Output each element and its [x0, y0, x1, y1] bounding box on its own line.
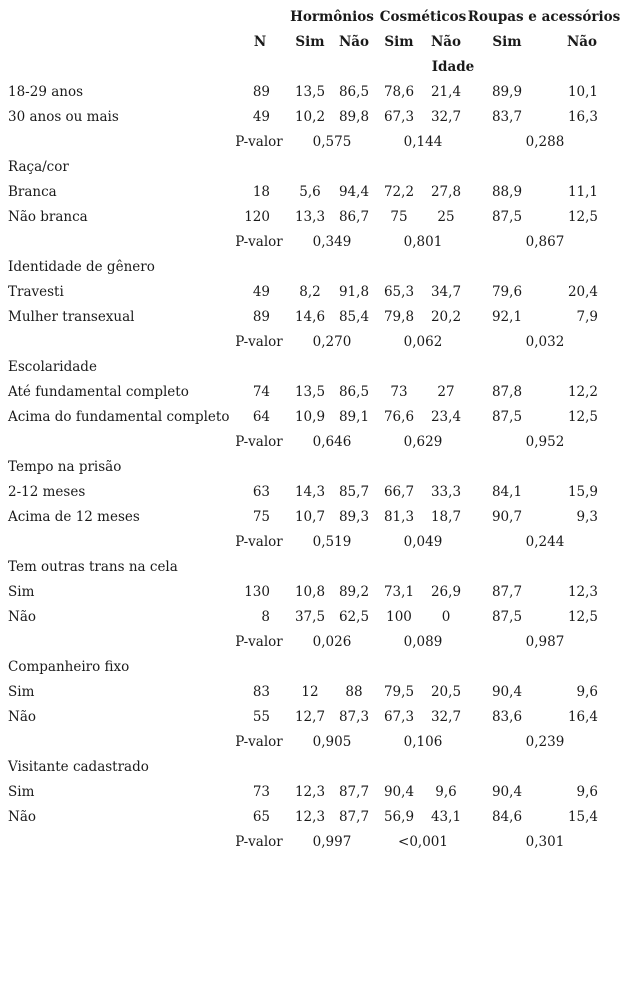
- cell-hormonios-nao: 86,5: [338, 84, 370, 100]
- cell-roupas-nao: 7,9: [576, 309, 598, 325]
- pvalue-roupas: 0,987: [525, 634, 565, 650]
- cell-cosmeticos-sim: 78,6: [383, 84, 415, 100]
- cell-n: 89: [252, 84, 270, 100]
- cell-cosmeticos-nao: 21,4: [430, 84, 462, 100]
- pvalue-cosmeticos: <0,001: [398, 834, 448, 850]
- cell-roupas-sim: 83,6: [491, 709, 523, 725]
- cell-hormonios-nao: 89,2: [338, 584, 370, 600]
- pvalue-roupas: 0,288: [525, 134, 565, 150]
- cell-hormonios-sim: 14,6: [294, 309, 326, 325]
- pvalue-label: P-valor: [235, 534, 283, 550]
- row-label: Não: [8, 709, 36, 725]
- cell-n: 65: [252, 809, 270, 825]
- section-title: Identidade de gênero: [8, 259, 155, 275]
- cell-hormonios-sim: 10,8: [294, 584, 326, 600]
- header-row-columns: [0, 30, 625, 55]
- header-r-sim: Sim: [492, 34, 522, 50]
- cell-hormonios-nao: 87,3: [338, 709, 370, 725]
- pvalue-label: P-valor: [235, 234, 283, 250]
- cell-n: 89: [252, 309, 270, 325]
- cell-cosmeticos-nao: 32,7: [430, 709, 462, 725]
- cell-roupas-sim: 90,4: [491, 684, 523, 700]
- pvalue-row: [0, 430, 625, 455]
- section-title-row: [0, 755, 625, 780]
- cell-roupas-sim: 87,5: [491, 609, 523, 625]
- table-row: [0, 505, 625, 530]
- cell-cosmeticos-nao: 34,7: [430, 284, 462, 300]
- pvalue-cosmeticos: 0,106: [403, 734, 443, 750]
- cell-hormonios-sim: 10,7: [294, 509, 326, 525]
- cell-cosmeticos-nao: 26,9: [430, 584, 462, 600]
- cell-hormonios-sim: 10,2: [294, 109, 326, 125]
- pvalue-row: [0, 330, 625, 355]
- table-row: [0, 180, 625, 205]
- cell-hormonios-sim: 12,3: [294, 784, 326, 800]
- pvalue-roupas: 0,032: [525, 334, 565, 350]
- cell-hormonios-nao: 85,7: [338, 484, 370, 500]
- cell-n: 49: [252, 284, 270, 300]
- pvalue-label: P-valor: [235, 834, 283, 850]
- row-label: Mulher transexual: [8, 309, 135, 325]
- cell-hormonios-sim: 37,5: [294, 609, 326, 625]
- row-label: 18-29 anos: [8, 84, 84, 100]
- pvalue-hormonios: 0,519: [312, 534, 352, 550]
- cell-hormonios-nao: 91,8: [338, 284, 370, 300]
- cell-roupas-nao: 10,1: [567, 84, 598, 100]
- table-row: [0, 580, 625, 605]
- pvalue-hormonios: 0,270: [312, 334, 352, 350]
- cell-cosmeticos-nao: 33,3: [430, 484, 462, 500]
- cell-roupas-nao: 12,2: [567, 384, 598, 400]
- row-label: Não: [8, 609, 36, 625]
- row-label: Acima de 12 meses: [8, 509, 140, 525]
- cell-roupas-sim: 87,5: [491, 409, 523, 425]
- cell-cosmeticos-nao: 25: [437, 209, 455, 225]
- pvalue-hormonios: 0,905: [312, 734, 352, 750]
- section-title: Raça/cor: [8, 159, 69, 175]
- table-row: [0, 405, 625, 430]
- pvalue-row: [0, 830, 625, 855]
- cell-roupas-sim: 90,4: [491, 784, 523, 800]
- section-title-row: [0, 155, 625, 180]
- cell-roupas-sim: 84,1: [491, 484, 523, 500]
- cell-cosmeticos-nao: 43,1: [430, 809, 462, 825]
- section-title: Tem outras trans na cela: [8, 559, 178, 575]
- cell-hormonios-nao: 89,8: [338, 109, 370, 125]
- cell-cosmeticos-nao: 18,7: [430, 509, 462, 525]
- cell-roupas-sim: 79,6: [491, 284, 523, 300]
- table-row: [0, 280, 625, 305]
- cell-hormonios-nao: 85,4: [338, 309, 370, 325]
- cell-n: 73: [252, 784, 270, 800]
- cell-hormonios-nao: 87,7: [338, 809, 370, 825]
- row-label: Branca: [8, 184, 57, 200]
- cell-hormonios-nao: 88: [345, 684, 363, 700]
- header-hormonios: Hormônios: [290, 9, 374, 25]
- row-label: Acima do fundamental completo: [8, 409, 230, 425]
- pvalue-cosmeticos: 0,629: [403, 434, 443, 450]
- cell-cosmeticos-sim: 76,6: [383, 409, 415, 425]
- pvalue-row: [0, 230, 625, 255]
- row-label: Não: [8, 809, 36, 825]
- cell-cosmeticos-nao: 0: [441, 609, 451, 625]
- cell-cosmeticos-sim: 73,1: [383, 584, 415, 600]
- pvalue-cosmeticos: 0,049: [403, 534, 443, 550]
- header-c-nao: Não: [430, 34, 462, 50]
- section-title: Escolaridade: [8, 359, 97, 375]
- cell-roupas-sim: 87,8: [491, 384, 523, 400]
- pvalue-label: P-valor: [235, 734, 283, 750]
- table-row: [0, 705, 625, 730]
- cell-hormonios-nao: 86,5: [338, 384, 370, 400]
- section-title-row: [0, 455, 625, 480]
- cell-roupas-nao: 15,4: [567, 809, 598, 825]
- pvalue-row: [0, 530, 625, 555]
- row-label: Sim: [8, 784, 35, 800]
- table-row: [0, 680, 625, 705]
- pvalue-hormonios: 0,997: [312, 834, 352, 850]
- pvalue-roupas: 0,952: [525, 434, 565, 450]
- cell-cosmeticos-nao: 9,6: [435, 784, 457, 800]
- pvalue-hormonios: 0,575: [312, 134, 352, 150]
- cell-n: 83: [252, 684, 270, 700]
- cell-hormonios-nao: 94,4: [338, 184, 370, 200]
- cell-hormonios-sim: 10,9: [294, 409, 326, 425]
- cell-cosmeticos-sim: 72,2: [383, 184, 415, 200]
- cell-hormonios-nao: 62,5: [338, 609, 370, 625]
- header-r-nao: Não: [566, 34, 598, 50]
- cell-cosmeticos-sim: 67,3: [383, 109, 415, 125]
- cell-hormonios-nao: 89,1: [338, 409, 370, 425]
- section-title-row: [0, 655, 625, 680]
- cell-cosmeticos-sim: 100: [386, 609, 412, 625]
- cell-hormonios-sim: 13,5: [294, 84, 326, 100]
- pvalue-row: [0, 630, 625, 655]
- row-label: Sim: [8, 584, 35, 600]
- cell-hormonios-sim: 12: [301, 684, 319, 700]
- cell-roupas-sim: 87,7: [491, 584, 523, 600]
- pvalue-row: [0, 730, 625, 755]
- header-h-nao: Não: [338, 34, 370, 50]
- cell-roupas-nao: 9,3: [576, 509, 598, 525]
- pvalue-label: P-valor: [235, 434, 283, 450]
- cell-roupas-nao: 11,1: [567, 184, 598, 200]
- section-title: Companheiro fixo: [8, 659, 130, 675]
- header-cosmeticos: Cosméticos: [379, 9, 467, 25]
- cell-hormonios-nao: 89,3: [338, 509, 370, 525]
- table-row: [0, 80, 625, 105]
- cell-n: 130: [244, 584, 270, 600]
- table-row: [0, 105, 625, 130]
- cell-cosmeticos-nao: 27,8: [430, 184, 462, 200]
- cell-roupas-nao: 16,3: [567, 109, 598, 125]
- cell-roupas-nao: 16,4: [567, 709, 598, 725]
- cell-cosmeticos-nao: 32,7: [430, 109, 462, 125]
- cell-roupas-sim: 84,6: [491, 809, 523, 825]
- cell-n: 8: [261, 609, 270, 625]
- row-label: Sim: [8, 684, 35, 700]
- cell-hormonios-sim: 5,6: [299, 184, 321, 200]
- pvalue-row: [0, 130, 625, 155]
- pvalue-hormonios: 0,646: [312, 434, 352, 450]
- cell-roupas-nao: 12,3: [567, 584, 598, 600]
- cell-roupas-sim: 90,7: [491, 509, 523, 525]
- cell-cosmeticos-sim: 81,3: [383, 509, 415, 525]
- pvalue-label: P-valor: [235, 334, 283, 350]
- section-title-row: [0, 255, 625, 280]
- cell-roupas-sim: 87,5: [491, 209, 523, 225]
- cell-cosmeticos-sim: 56,9: [383, 809, 415, 825]
- cell-roupas-nao: 12,5: [567, 609, 598, 625]
- cell-n: 64: [252, 409, 270, 425]
- table-row: [0, 305, 625, 330]
- pvalue-label: P-valor: [235, 134, 283, 150]
- cell-hormonios-sim: 8,2: [299, 284, 321, 300]
- cell-n: 18: [252, 184, 270, 200]
- row-label: 2-12 meses: [8, 484, 86, 500]
- header-row-groups: [0, 5, 625, 30]
- cell-cosmeticos-nao: 23,4: [430, 409, 462, 425]
- cell-roupas-sim: 92,1: [491, 309, 523, 325]
- cell-hormonios-sim: 12,7: [294, 709, 326, 725]
- cell-cosmeticos-sim: 66,7: [383, 484, 415, 500]
- cell-roupas-nao: 12,5: [567, 409, 598, 425]
- row-label: Travesti: [8, 284, 64, 300]
- pvalue-roupas: 0,301: [525, 834, 565, 850]
- pvalue-cosmeticos: 0,089: [403, 634, 443, 650]
- section-title: Tempo na prisão: [8, 459, 122, 475]
- cell-hormonios-sim: 12,3: [294, 809, 326, 825]
- subheader-row: [0, 55, 625, 80]
- cell-cosmeticos-sim: 79,5: [383, 684, 415, 700]
- cell-n: 120: [244, 209, 270, 225]
- cell-n: 75: [252, 509, 270, 525]
- cell-cosmeticos-nao: 27: [437, 384, 455, 400]
- header-h-sim: Sim: [295, 34, 325, 50]
- cell-roupas-nao: 15,9: [567, 484, 598, 500]
- cell-roupas-nao: 12,5: [567, 209, 598, 225]
- cell-hormonios-nao: 87,7: [338, 784, 370, 800]
- table-row: [0, 380, 625, 405]
- cell-hormonios-sim: 13,3: [294, 209, 326, 225]
- cell-hormonios-sim: 14,3: [294, 484, 326, 500]
- row-label: Não branca: [8, 209, 88, 225]
- pvalue-label: P-valor: [235, 634, 283, 650]
- section-title-row: [0, 355, 625, 380]
- pvalue-roupas: 0,244: [525, 534, 565, 550]
- section-title-row: [0, 555, 625, 580]
- cell-hormonios-nao: 86,7: [338, 209, 370, 225]
- cell-cosmeticos-nao: 20,2: [430, 309, 462, 325]
- cell-cosmeticos-sim: 75: [390, 209, 408, 225]
- cell-cosmeticos-sim: 73: [390, 384, 408, 400]
- header-n: N: [253, 34, 267, 50]
- cell-n: 63: [252, 484, 270, 500]
- table-row: [0, 780, 625, 805]
- pvalue-roupas: 0,239: [525, 734, 565, 750]
- table-row: [0, 605, 625, 630]
- table-row: [0, 205, 625, 230]
- section-title: Visitante cadastrado: [8, 759, 149, 775]
- cell-cosmeticos-sim: 90,4: [383, 784, 415, 800]
- cell-n: 55: [252, 709, 270, 725]
- cell-roupas-nao: 9,6: [576, 684, 598, 700]
- pvalue-hormonios: 0,349: [312, 234, 352, 250]
- cell-roupas-sim: 88,9: [491, 184, 523, 200]
- header-c-sim: Sim: [384, 34, 414, 50]
- pvalue-roupas: 0,867: [525, 234, 565, 250]
- pvalue-cosmeticos: 0,062: [403, 334, 443, 350]
- cell-roupas-sim: 83,7: [491, 109, 523, 125]
- cell-cosmeticos-sim: 67,3: [383, 709, 415, 725]
- cell-cosmeticos-sim: 65,3: [383, 284, 415, 300]
- cell-n: 74: [252, 384, 270, 400]
- row-label: Até fundamental completo: [8, 384, 189, 400]
- pvalue-cosmeticos: 0,801: [403, 234, 443, 250]
- cell-cosmeticos-sim: 79,8: [383, 309, 415, 325]
- table-row: [0, 480, 625, 505]
- cell-roupas-nao: 9,6: [576, 784, 598, 800]
- cell-roupas-sim: 89,9: [491, 84, 523, 100]
- cell-roupas-nao: 20,4: [567, 284, 598, 300]
- row-label: 30 anos ou mais: [8, 109, 119, 125]
- pvalue-cosmeticos: 0,144: [403, 134, 443, 150]
- header-roupas: Roupas e acessórios: [467, 9, 621, 25]
- pvalue-hormonios: 0,026: [312, 634, 352, 650]
- cell-n: 49: [252, 109, 270, 125]
- cell-cosmeticos-nao: 20,5: [430, 684, 462, 700]
- subheader-idade: Idade: [431, 59, 475, 75]
- cell-hormonios-sim: 13,5: [294, 384, 326, 400]
- table-row: [0, 805, 625, 830]
